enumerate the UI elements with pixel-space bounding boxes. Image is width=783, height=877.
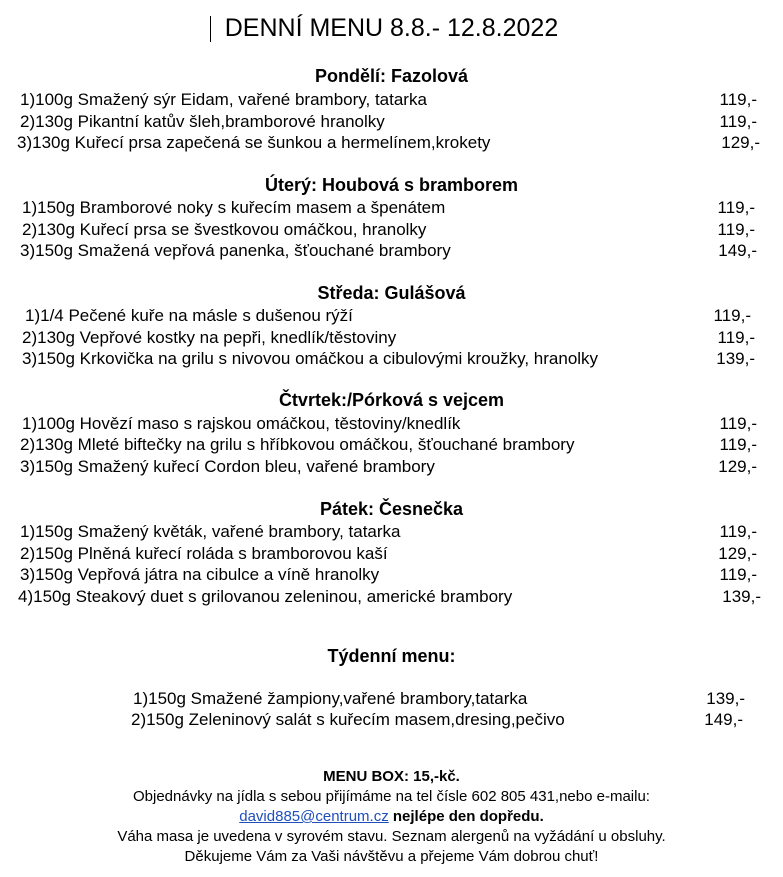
menu-item-price: 119,- [719,90,757,109]
menu-item-price: 129,- [718,457,757,476]
menu-item: 3)150g Smažený kuřecí Cordon bleu, vařené brambory [20,457,435,476]
weekly-menu-item: 1)150g Smažené žampiony,vařené brambory,tatarka [133,689,528,708]
menu-item-price: 119,- [719,414,757,433]
menu-item-price: 119,- [719,435,757,454]
day-heading-tuesday: Úterý: Houbová s bramborem [264,175,519,195]
menu-item: 1)150g Smažený květák, vařené brambory, tatarka [20,522,401,541]
weekly-menu-item-price: 149,- [704,710,743,729]
menu-item: 2)130g Mleté biftečky na grilu s hříbkovou omáčkou, šťouchané brambory [20,435,575,454]
menu-title: DENNÍ MENU 8.8.- 12.8.2022 [224,14,559,42]
menu-item-price: 119,- [717,220,755,239]
menu-item-price: 139,- [716,349,755,368]
weekly-menu-item: 2)150g Zeleninový salát s kuřecím masem,dresing,pečivo [131,710,565,729]
menu-item: 2)150g Plněná kuřecí roláda s bramborovou kaší [20,544,388,563]
menu-item-price: 129,- [721,133,760,152]
menu-item: 3)150g Krkovička na grilu s nivovou omáčkou a cibulovými kroužky, hranolky [22,349,599,368]
menu-item-price: 119,- [719,565,757,584]
thanks-note: Děkujeme Vám za Vaši návštěvu a přejeme Vám dobrou chuť! [184,848,599,865]
orders-note: Objednávky na jídla s sebou přijímáme na tel čísle 602 805 431,nebo e-mailu: [133,788,650,805]
menu-item-price: 129,- [718,544,757,563]
menu-item: 3)130g Kuřecí prsa zapečená se šunkou a hermelínem,krokety [17,133,491,152]
weekly-menu-item-price: 139,- [706,689,745,708]
menu-item-price: 119,- [713,306,751,325]
menu-item: 2)130g Vepřové kostky na pepři, knedlík/těstoviny [22,328,397,347]
email-link[interactable]: david885@centrum.cz [239,808,389,825]
menu-box-note: MENU BOX: 15,-kč. [323,768,460,785]
menu-item: 1)100g Hovězí maso s rajskou omáčkou, těstoviny/knedlík [22,414,461,433]
menu-item-price: 119,- [717,328,755,347]
menu-item-price: 149,- [718,241,757,260]
weekly-menu-heading: Týdenní menu: [327,646,456,666]
menu-item: 1)1/4 Pečené kuře na másle s dušenou rýží [25,306,353,325]
menu-item-price: 119,- [719,112,757,131]
day-heading-monday: Pondělí: Fazolová [314,66,469,86]
day-heading-friday: Pátek: Česnečka [319,499,464,519]
allergens-note: Váha masa je uvedena v syrovém stavu. Seznam alergenů na vyžádání u obsluhy. [117,828,666,845]
menu-item: 2)130g Kuřecí prsa se švestkovou omáčkou, hranolky [22,220,427,239]
day-heading-thursday: Čtvrtek:/Pórková s vejcem [278,390,505,410]
day-heading-wednesday: Středa: Gulášová [317,283,466,303]
menu-item: 3)150g Smažená vepřová panenka, šťouchané brambory [20,241,451,260]
menu-item: 1)100g Smažený sýr Eidam, vařené brambory, tatarka [20,90,427,109]
menu-item: 1)150g Bramborové noky s kuřecím masem a špenátem [22,198,446,217]
menu-item: 4)150g Steakový duet s grilovanou zeleninou, americké brambory [18,587,513,606]
menu-item-price: 119,- [719,522,757,541]
email-suffix: nejlépe den dopředu. [388,808,544,825]
menu-item: 2)130g Pikantní katův šleh,bramborové hranolky [20,112,385,131]
email-line [0,807,783,826]
menu-item-price: 119,- [717,198,755,217]
menu-item-price: 139,- [722,587,761,606]
menu-item: 3)150g Vepřová játra na cibulce a víně hranolky [20,565,380,584]
